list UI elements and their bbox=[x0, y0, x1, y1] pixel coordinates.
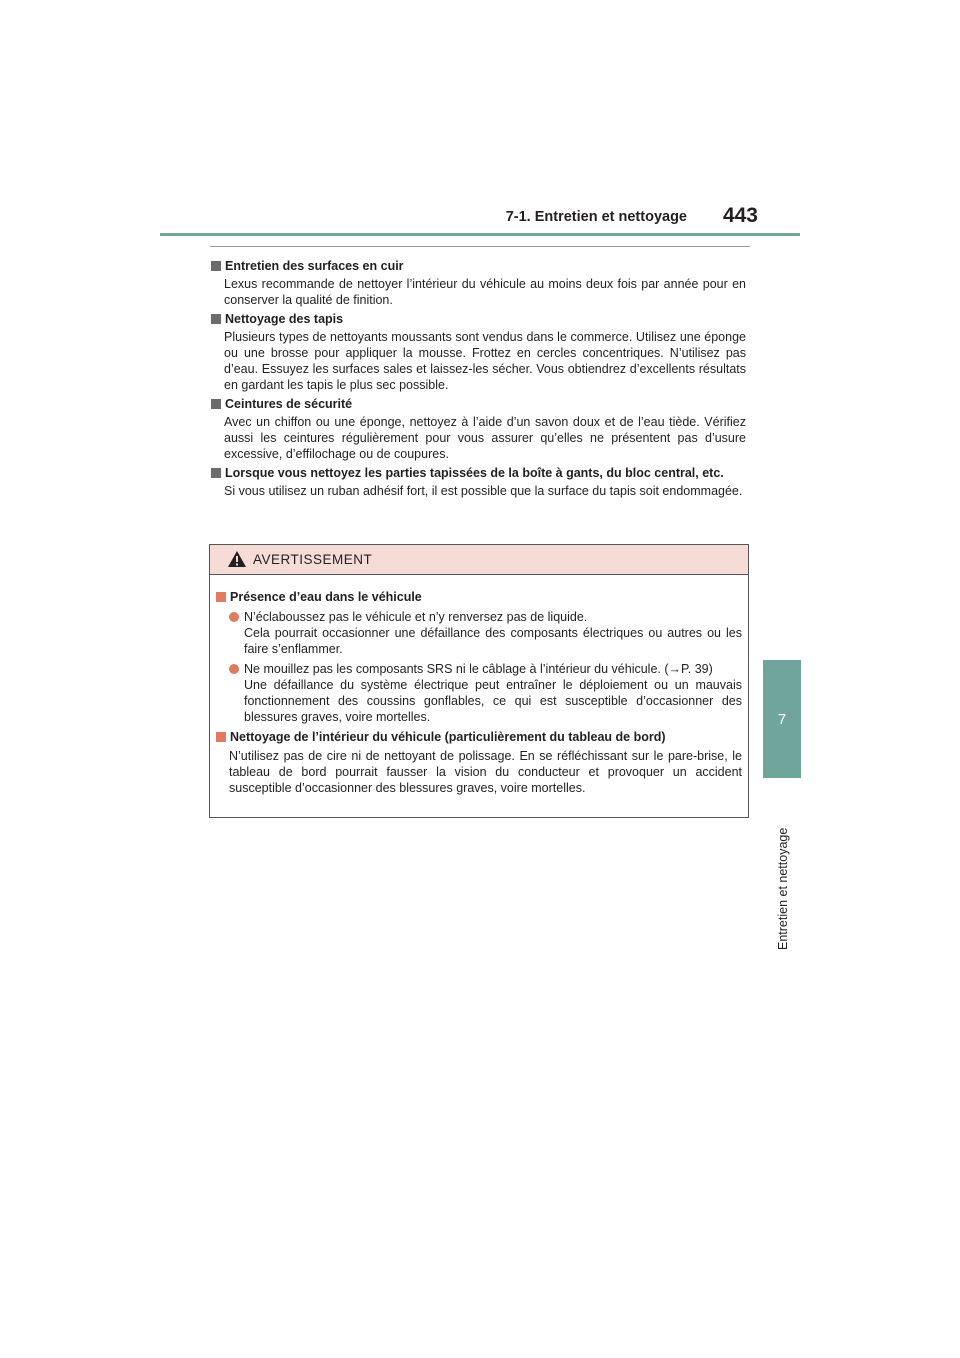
content-rule bbox=[210, 246, 750, 247]
square-bullet-icon bbox=[211, 314, 221, 324]
header-rule bbox=[160, 233, 800, 236]
square-bullet-icon bbox=[216, 732, 226, 742]
warning-bullet bbox=[229, 609, 742, 657]
square-bullet-icon bbox=[211, 261, 221, 271]
chapter-number: 7 bbox=[777, 710, 787, 728]
page-number: 443 bbox=[722, 204, 758, 227]
page-header bbox=[480, 204, 760, 230]
section-carpets bbox=[210, 311, 746, 393]
bullet-lead: N’éclaboussez pas le véhicule et n’y renversez pas de liquide. bbox=[244, 610, 588, 624]
warning-triangle-icon bbox=[228, 551, 246, 567]
warning-section-title: Présence d’eau dans le véhicule bbox=[216, 589, 742, 605]
warning-section-title: Nettoyage de l’intérieur du véhicule (particulièrement du tableau de bord) bbox=[216, 729, 742, 745]
section-title: Lorsque vous nettoyez les parties tapissées de la boîte à gants, du bloc central, etc. bbox=[210, 465, 746, 481]
chapter-tab[interactable] bbox=[763, 660, 801, 778]
section-title: Entretien des surfaces en cuir bbox=[210, 258, 746, 274]
section-text: Avec un chiffon ou une éponge, nettoyez à l’aide d’un savon doux et de l’eau tiède. Vérifiez aussi les ceintures régulièrement pour vous assurer qu’elles ne présentent pas d’usure excessive, d’effilochage ou de coupures. bbox=[224, 415, 746, 461]
square-bullet-icon bbox=[211, 399, 221, 409]
bullet-lead: Ne mouillez pas les composants SRS ni le câblage à l’intérieur du véhicule. (→P. 39) bbox=[244, 662, 713, 676]
warning-section-text: N’utilisez pas de cire ni de nettoyant de polissage. En se réfléchissant sur le pare-brise, le tableau de bord pourrait fausser la vision du conducteur et provoquer un accident susceptible d’occasionner des blessures graves, voire mortelles. bbox=[229, 749, 742, 795]
warning-body bbox=[216, 589, 742, 796]
section-title: Nettoyage des tapis bbox=[210, 311, 746, 327]
square-bullet-icon bbox=[211, 468, 221, 478]
chapter-side-label bbox=[768, 790, 798, 950]
section-leather bbox=[210, 258, 746, 308]
round-bullet-icon bbox=[229, 612, 239, 622]
section-text: Plusieurs types de nettoyants moussants sont vendus dans le commerce. Utilisez une éponge ou une brosse pour appliquer la mousse. Frottez en cercles concentriques. N’utilisez pas d’eau. Essuyez les surfaces sales et laissez-les sécher. Vous obtiendrez d’excellents résultats en gardant les tapis le plus sec possible. bbox=[224, 330, 746, 392]
section-title: Ceintures de sécurité bbox=[210, 396, 746, 412]
section-text: Lexus recommande de nettoyer l’intérieur du véhicule au moins deux fois par année pour en conserver la qualité de finition. bbox=[224, 277, 746, 307]
warning-header bbox=[210, 545, 748, 575]
section-seatbelts bbox=[210, 396, 746, 462]
bullet-detail: Cela pourrait occasionner une défaillance des composants électriques ou autres ou les faire s’enflammer. bbox=[244, 626, 742, 656]
running-section-title: 7-1. Entretien et nettoyage bbox=[505, 209, 687, 225]
round-bullet-icon bbox=[229, 664, 239, 674]
bullet-detail: Une défaillance du système électrique peut entraîner le déploiement ou un mauvais fonctionnement des coussins gonflables, ce qui est susceptible d’occasionner des blessures graves, voire mortelles. bbox=[244, 678, 742, 724]
warning-title: AVERTISSEMENT bbox=[253, 552, 373, 567]
section-text: Si vous utilisez un ruban adhésif fort, il est possible que la surface du tapis soit endommagée. bbox=[224, 484, 743, 498]
warning-box bbox=[209, 544, 749, 818]
chapter-label: Entretien et nettoyage bbox=[776, 827, 790, 950]
section-upholstery bbox=[210, 465, 746, 499]
warning-bullet bbox=[229, 661, 742, 725]
main-content bbox=[210, 258, 746, 502]
square-bullet-icon bbox=[216, 592, 226, 602]
